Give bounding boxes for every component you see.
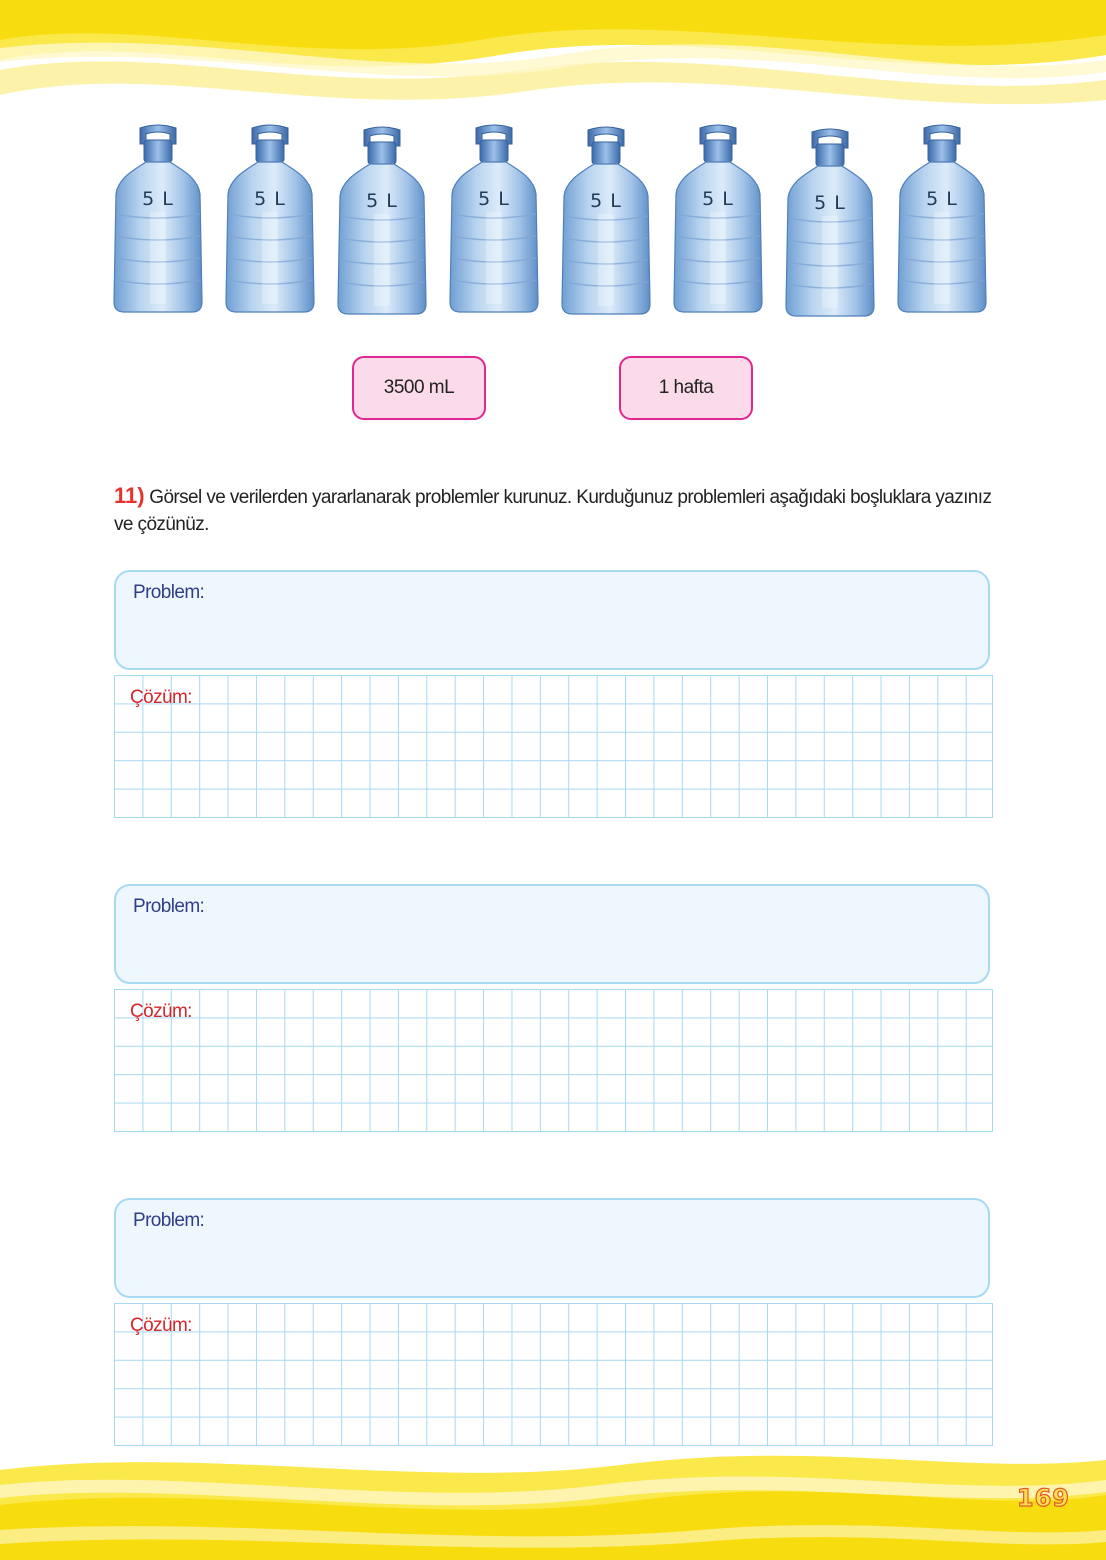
- top-yellow-wave-decoration: [0, 0, 1106, 120]
- problem-box-1[interactable]: [114, 570, 990, 670]
- bottle-volume-label: 5 L: [702, 188, 734, 210]
- problem-label: Problem:: [133, 896, 205, 917]
- water-bottles-row: [112, 120, 992, 320]
- bottle-volume-label: 5 L: [142, 188, 174, 210]
- problem-label: Problem:: [133, 582, 205, 603]
- solution-label: Çözüm:: [130, 687, 192, 708]
- solution-grid-2[interactable]: [114, 989, 993, 1132]
- solution-grid-3[interactable]: [114, 1303, 993, 1446]
- water-bottle-icon: [672, 122, 764, 314]
- solution-label: Çözüm:: [130, 1001, 192, 1022]
- bottle-volume-label: 5 L: [590, 190, 622, 212]
- question-number: 11): [114, 483, 145, 508]
- water-bottle-icon: [112, 122, 204, 314]
- water-bottle-icon: [896, 122, 988, 314]
- bottle-volume-label: 5 L: [814, 192, 846, 214]
- bottom-yellow-wave-decoration: [0, 1430, 1106, 1560]
- problem-label: Problem:: [133, 1210, 205, 1231]
- water-bottle-icon: [784, 126, 876, 318]
- volume-tag: 3500 mL: [352, 356, 486, 420]
- bottle-volume-label: 5 L: [366, 190, 398, 212]
- question-body: Görsel ve verilerden yararlanarak problemler kurunuz. Kurduğunuz problemleri aşağıdaki boşluklara yazınız ve çözünüz.: [114, 487, 992, 535]
- bottle-volume-label: 5 L: [254, 188, 286, 210]
- bottle-volume-label: 5 L: [478, 188, 510, 210]
- question-text: [114, 482, 998, 538]
- water-bottle-icon: [448, 122, 540, 314]
- solution-label: Çözüm:: [130, 1315, 192, 1336]
- problem-box-3[interactable]: [114, 1198, 990, 1298]
- page-number: 169: [1016, 1484, 1070, 1512]
- solution-grid-1[interactable]: [114, 675, 993, 818]
- problem-box-2[interactable]: [114, 884, 990, 984]
- water-bottle-icon: [224, 122, 316, 314]
- duration-tag: 1 hafta: [619, 356, 753, 420]
- bottle-volume-label: 5 L: [926, 188, 958, 210]
- water-bottle-icon: [560, 124, 652, 316]
- water-bottle-icon: [336, 124, 428, 316]
